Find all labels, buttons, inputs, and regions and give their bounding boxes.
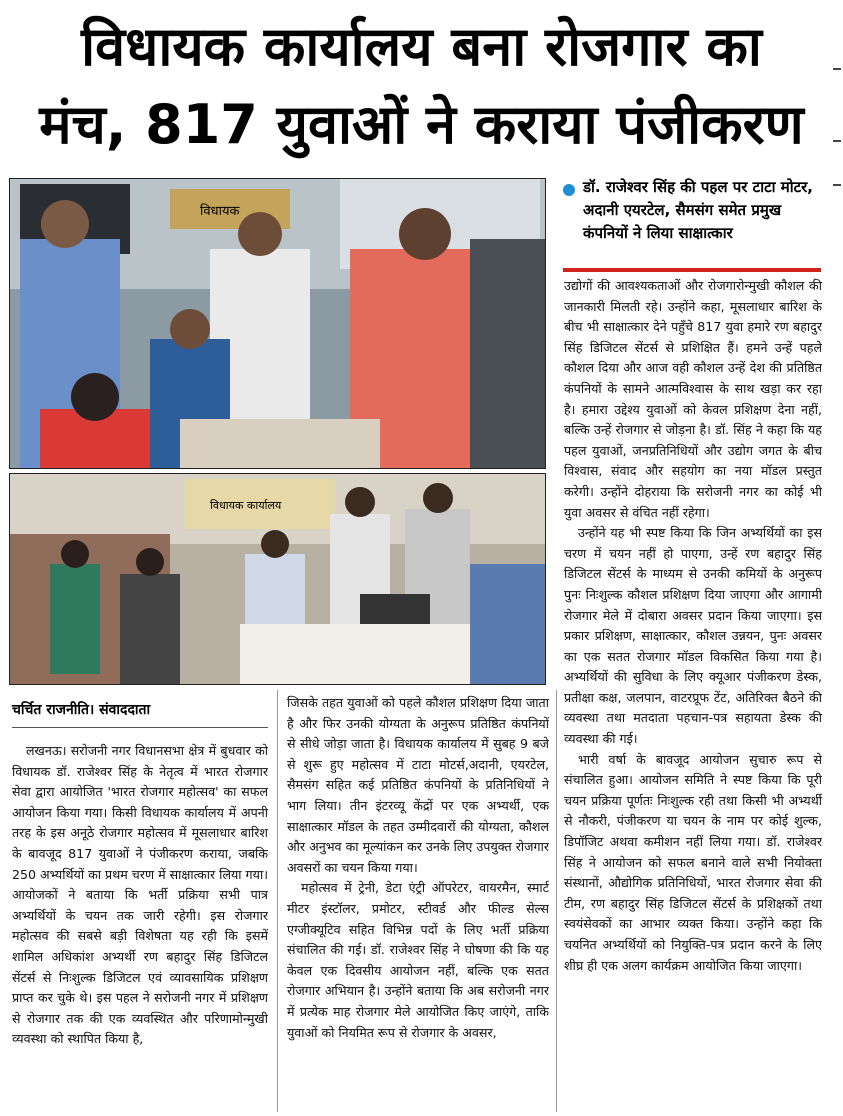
column-divider: [277, 690, 278, 1112]
highlight-text: डॉ. राजेश्वर सिंह की पहल पर टाटा मोटर, अदानी एयरटेल, सैमसंग समेत प्रमुख कंपनियों ने लिया साक्षात्कार: [583, 178, 814, 242]
article-paragraph: जिसके तहत युवाओं को पहले कौशल प्रशिक्षण दिया जाता है और फिर उनकी योग्यता के अनुरूप प्रतिष्ठित कंपनियों से सीधे जोड़ा जाता है। विधायक कार्यालय में सुबह 9 बजे से शुरू हुए महोत्सव में टाटा मोटर्स,अदानी, एयरटेल, सैमसंग सहित कई प्रतिष्ठित कंपनियों के प्रतिनिधियों ने भाग लिया। तीन इंटरव्यू केंद्रों पर एक अभ्यर्थी, एक साक्षात्कार मॉडल के तहत उम्मीदवारों की योग्यता, कौशल और अनुभव का मूल्यांकन कर उनके लिए उपयुक्त रोजगार अवसरों का चयन किया गया।: [287, 695, 549, 875]
article-column-right: [564, 276, 822, 1112]
photo2-sign: विधायक कार्यालय: [210, 499, 282, 512]
article-paragraph: उद्योगों की आवश्यकताओं और रोजगारोन्मुखी कौशल की जानकारी मिलती रहे। उन्होंने कहा, मूसलाधार बारिश के बीच भी साक्षात्कार देने पहुँचे 817 युवा हमारे रण बहादुर सिंह डिजिटल सेंटर्स से प्रशिक्षित हैं। हमने उन्हें पहले कौशल दिया और आज वही कौशल उन्हें देश की प्रतिष्ठित कंपनियों के सामने आत्मविश्वास के साथ खड़ा कर रहा है। हमारा उद्देश्य युवाओं को केवल प्रशिक्षण देना नहीं, बल्कि उन्हें रोजगार से जोड़ना है। डॉ. सिंह ने कहा कि यह पहल युवाओं, जनप्रतिनिधियों और उद्योग जगत के बीच विश्वास, संवाद और सहयोग का नया मॉडल प्रस्तुत करेगी। उन्होंने दोहराया कि सरोजनी नगर का कोई भी युवा अवसर से वंचित नहीं रहेगा।: [564, 278, 822, 520]
article-column-left: [12, 741, 268, 1113]
photo-illustration-2: [10, 474, 545, 684]
byline-divider: [12, 727, 268, 728]
edge-mark: [833, 140, 841, 142]
byline: चर्चित राजनीति। संवाददाता: [12, 702, 151, 718]
column-divider: [556, 690, 557, 1112]
article-paragraph: महोत्सव में ट्रेनी, डेटा एंट्री ऑपरेटर, वायरमैन, स्मार्ट मीटर इंस्टॉलर, प्रमोटर, स्टीवर्ड और फील्ड सेल्स एग्जीक्यूटिव सहित विभिन्न पदों के लिए भर्ती प्रक्रिया संचालित की गई। डॉ. राजेश्वर सिंह ने घोषणा की कि यह केवल एक दिवसीय आयोजन नहीं, बल्कि एक सतत रोजगार अभियान है। उन्होंने बताया कि अब सरोजनी नगर में प्रत्येक माह रोजगार मेले आयोजित किए जाएंगे, ताकि युवाओं को नियमित रूप से रोजगार के अवसर,: [287, 880, 549, 1040]
article-paragraph: भारी वर्षा के बावजूद आयोजन सुचारु रूप से संचालित हुआ। आयोजन समिति ने स्पष्ट किया कि पूरी चयन प्रक्रिया पूर्णतः निःशुल्क रही तथा किसी भी अभ्यर्थी से नौकरी, पंजीकरण या चयन के नाम पर कोई शुल्क, डिपॉजिट अथवा कमीशन नहीं लिया गया। डॉ. राजेश्वर सिंह ने आयोजन को सफल बनाने वाले सभी नियोक्ता संस्थानों, औद्योगिक प्रतिनिधियों, भारत रोजगार सेवा की टीम, रण बहादुर सिंह डिजिटल सेंटर्स के प्रशिक्षकों तथा स्वयंसेवकों का आभार व्यक्त किया। उन्होंने कहा कि चयनित अभ्यर्थियों को नियुक्ति-पत्र प्रदान करने के लिए शीघ्र ही एक अलग कार्यक्रम आयोजित किया जाएगा।: [564, 751, 822, 973]
headline-line-2: मंच, 817 युवाओं ने कराया पंजीकरण: [39, 93, 804, 156]
photo-interview-session: [9, 178, 546, 469]
headline: [0, 8, 843, 168]
photo1-sign: विधायक: [200, 204, 240, 219]
photo-waiting-candidates: [9, 473, 546, 685]
article-paragraph: उन्होंने यह भी स्पष्ट किया कि जिन अभ्यर्थियों का इस चरण में चयन नहीं हो पाएगा, उन्हें रण बहादुर सिंह डिजिटल सेंटर्स के माध्यम से उनकी कमियों के अनुरूप पुनः निःशुल्क कौशल प्रशिक्षण दिया जाएगा और आगामी रोजगार मेले में दोबारा अवसर प्रदान किया जाएगा। इस प्रकार प्रशिक्षण, साक्षात्कार, कौशल उन्नयन, पुनः अवसर का एक सतत रोजगार मॉडल विकसित किया गया है। अभ्यर्थियों की सुविधा के लिए क्यूआर पंजीकरण डेस्क, प्रतीक्षा कक्ष, जलपान, वाटरप्रूफ टेंट, अतिरिक्त बैठने की व्यवस्था तथा मतदाता पहचान-पत्र सहायता डेस्क की व्यवस्था की गई।: [564, 525, 822, 747]
photo-illustration-1: [10, 179, 545, 468]
article-column-middle: [287, 693, 549, 1113]
article-paragraph: लखनऊ। सरोजनी नगर विधानसभा क्षेत्र में बुधवार को विधायक डॉ. राजेश्वर सिंह के नेतृत्व में भारत रोजगार सेवा द्वारा आयोजित 'भारत रोजगार महोत्सव' का सफल आयोजन किया गया। किसी विधायक कार्यालय में अपनी तरह के इस अनूठे रोजगार महोत्सव में मूसलाधार बारिश के बावजूद 817 युवाओं ने पंजीकरण कराया, जबकि 250 अभ्यर्थियों का प्रथम चरण में साक्षात्कार लिया गया। आयोजकों ने बताया कि भर्ती प्रक्रिया सभी पात्र अभ्यर्थियों के चयन तक जारी रहेगी। इस रोजगार महोत्सव की सबसे बड़ी विशेषता यह रही कि इसमें शामिल अधिकांश अभ्यर्थी रण बहादुर सिंह डिजिटल सेंटर्स से निःशुल्क डिजिटल एवं व्यावसायिक प्रशिक्षण प्राप्त कर चुके थे। इस पहल ने सरोजनी नगर में प्रशिक्षण से रोजगार तक की एक व्यवस्थित और परिणामोन्मुखी व्यवस्था को स्थापित किया है,: [12, 743, 268, 1047]
edge-mark: [833, 184, 841, 186]
highlight-box: [563, 176, 821, 268]
bullet-icon: [563, 184, 575, 196]
highlight-divider: [563, 268, 821, 272]
headline-line-1: विधायक कार्यालय बना रोजगार का: [81, 15, 762, 78]
edge-mark: [833, 68, 841, 70]
